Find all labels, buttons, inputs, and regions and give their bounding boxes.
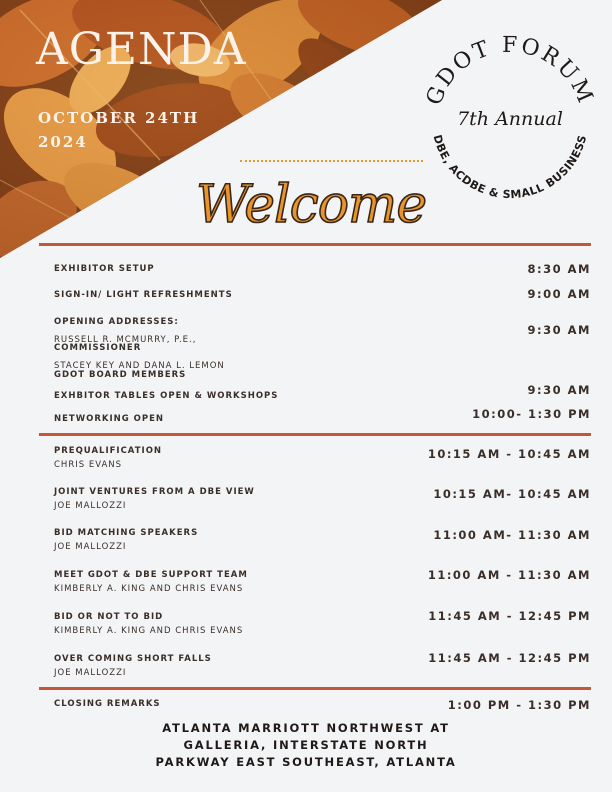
agenda-item-time: 9:30 AM: [527, 323, 591, 337]
speaker-name: RUSSELL R. MCMURRY, P.E.,: [54, 335, 197, 345]
workshop-speaker: JOE MALLOZZI: [54, 501, 127, 511]
badge-top-arc: GDOT FORUM: [421, 32, 599, 109]
agenda-item-time: 9:00 AM: [527, 287, 591, 301]
workshop-speaker: KIMBERLY A. KING AND CHRIS EVANS: [54, 584, 244, 594]
workshop-speaker: CHRIS EVANS: [54, 460, 123, 470]
event-date-day: OCTOBER 24TH: [38, 109, 200, 127]
section-divider-bottom: [39, 687, 591, 690]
workshop-time: 11:00 AM- 11:30 AM: [433, 528, 591, 542]
venue-line: PARKWAY EAST SOUTHEAST, ATLANTA: [155, 755, 457, 769]
workshop-title: BID MATCHING SPEAKERS: [54, 528, 199, 538]
agenda-item-label: EXHBITOR TABLES OPEN & WORKSHOPS: [54, 391, 279, 401]
workshop-title: PREQUALIFICATION: [54, 446, 163, 456]
event-date: [38, 106, 199, 154]
welcome-text: Welcome: [196, 175, 427, 235]
welcome-heading: [190, 164, 440, 236]
venue-line: GALLERIA, INTERSTATE NORTH: [183, 738, 429, 752]
workshop-title: OVER COMING SHORT FALLS: [54, 654, 212, 664]
workshop-time: 11:45 AM - 12:45 PM: [428, 651, 591, 665]
agenda-item-label: SIGN-IN/ LIGHT REFRESHMENTS: [54, 290, 233, 300]
agenda-title: AGENDA: [36, 24, 247, 75]
agenda-item-label: NETWORKING OPEN: [54, 414, 165, 424]
svg-text:DBE, ACDBE & SMALL BUSINESS: [431, 133, 590, 201]
workshop-time: 10:15 AM- 10:45 AM: [433, 487, 591, 501]
workshop-speaker: JOE MALLOZZI: [54, 542, 127, 552]
workshop-speaker: KIMBERLY A. KING AND CHRIS EVANS: [54, 626, 244, 636]
workshop-speaker: JOE MALLOZZI: [54, 668, 127, 678]
agenda-item-label: OPENING ADDRESSES:: [54, 317, 179, 327]
badge-bottom-arc: DBE, ACDBE & SMALL BUSINESS: [430, 133, 590, 202]
workshop-title: MEET GDOT & DBE SUPPORT TEAM: [54, 570, 248, 580]
agenda-item-time: 1:00 PM - 1:30 PM: [447, 698, 591, 712]
gdot-forum-badge: [412, 12, 602, 212]
decorative-dotted-line: [240, 160, 423, 162]
agenda-item-label: CLOSING REMARKS: [54, 699, 161, 709]
workshop-title: JOINT VENTURES FROM A DBE VIEW: [54, 487, 255, 497]
section-divider-top: [39, 243, 591, 246]
speaker-title: COMMISSIONER: [54, 343, 142, 353]
workshop-time: 11:45 AM - 12:45 PM: [428, 609, 591, 623]
section-divider-middle: [39, 433, 591, 436]
agenda-item-time: 9:30 AM: [527, 383, 591, 397]
agenda-item-time: 8:30 AM: [527, 262, 591, 276]
workshop-time: 11:00 AM - 11:30 AM: [427, 568, 591, 582]
speaker-name: STACEY KEY AND DANA L. LEMON: [54, 361, 225, 371]
speaker-title: GDOT BOARD MEMBERS: [54, 370, 187, 380]
workshop-time: 10:15 AM - 10:45 AM: [427, 447, 591, 461]
event-date-year: 2024: [38, 133, 88, 151]
badge-center-text: 7th Annual: [457, 108, 563, 130]
workshop-title: BID OR NOT TO BID: [54, 612, 164, 622]
agenda-item-label: EXHIBITOR SETUP: [54, 264, 155, 274]
venue-line: ATLANTA MARRIOTT NORTHWEST AT: [162, 721, 450, 735]
agenda-item-time: 10:00- 1:30 PM: [472, 407, 591, 421]
venue-address: [0, 720, 612, 771]
svg-text:GDOT FORUM: [422, 33, 598, 109]
